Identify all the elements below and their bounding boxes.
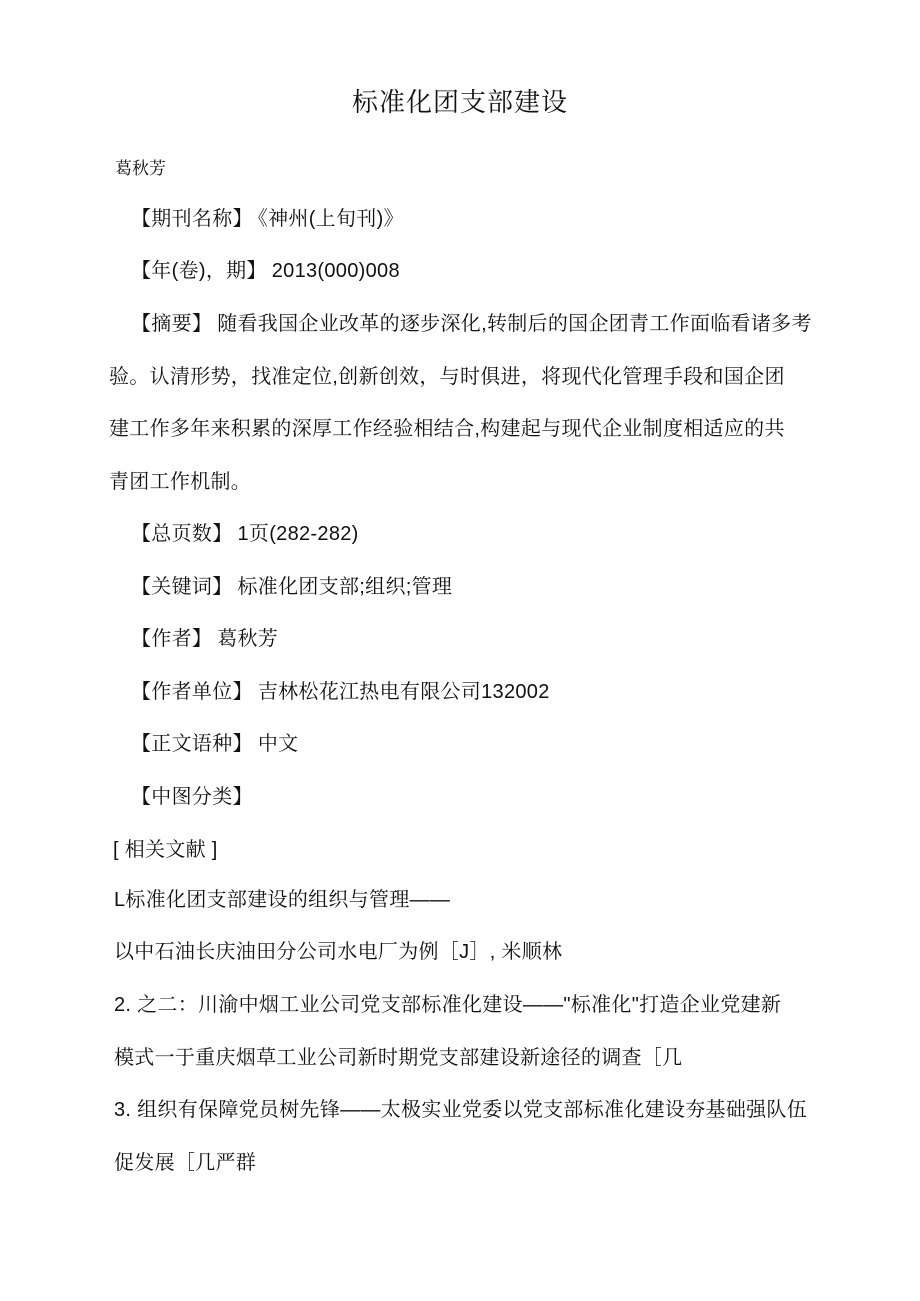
field-label: 【年(卷)，期】 <box>131 260 267 282</box>
related-item-1-line-2: 以中石油长庆油田分公司水电厂为例［J］, 米顺林 <box>114 941 563 963</box>
related-item-1-line-1: L标准化团支部建设的组织与管理—— <box>114 889 451 911</box>
field-value <box>253 786 258 808</box>
related-item-2-line-1: 2. 之二：川渝中烟工业公司党支部标准化建设——"标准化"打造企业党建新 <box>114 994 782 1016</box>
related-item-3-line-1: 3. 组织有保障党员树先锋——太极实业党委以党支部标准化建设夯基础强队伍 <box>114 1099 808 1121</box>
field-label: 【总页数】 <box>131 523 233 545</box>
field-label: 【作者】 <box>131 628 213 650</box>
abstract-line-3: 建工作多年来积累的深厚工作经验相结合,构建起与现代企业制度相适应的共 <box>109 418 785 440</box>
field-label: 【作者单位】 <box>131 681 253 703</box>
field-value: 吉林松花江热电有限公司132002 <box>257 681 550 703</box>
related-item-3-line-2: 促发展［几严群 <box>114 1152 257 1174</box>
field-journal-name <box>131 206 404 232</box>
field-abstract-line-1 <box>131 311 812 337</box>
field-label: 【正文语种】 <box>131 733 253 755</box>
field-value: 标准化团支部;组织;管理 <box>237 576 453 598</box>
field-author <box>131 626 278 652</box>
field-value: 中文 <box>257 733 299 755</box>
field-value: 2013(000)008 <box>271 260 400 282</box>
field-label: 【中图分类】 <box>131 786 253 808</box>
field-keywords <box>131 574 452 600</box>
related-literature-header: [ 相关文献 ] <box>113 839 218 861</box>
field-label: 【期刊名称】 <box>131 208 253 230</box>
field-label: 【关键词】 <box>131 576 233 598</box>
abstract-line-2: 验。认清形势，找准定位,创新创效，与时俱进，将现代化管理手段和国企团 <box>109 366 785 388</box>
abstract-line-4: 青团工作机制。 <box>109 471 252 493</box>
field-affiliation <box>131 679 550 705</box>
abstract-text: 随看我国企业改革的逐步深化,转制后的国企团青工作面临看诸多考 <box>217 313 812 335</box>
field-language <box>131 731 298 757</box>
page-title: 标准化团支部建设 <box>351 87 568 117</box>
field-clc <box>131 784 258 810</box>
field-year-volume-issue <box>131 258 400 284</box>
field-value: 1页(282-282) <box>237 523 359 545</box>
field-total-pages <box>131 521 359 547</box>
field-value: 葛秋芳 <box>217 628 279 650</box>
field-value: 《神州(上旬刊)》 <box>257 208 404 230</box>
field-label: 【摘要】 <box>131 313 213 335</box>
related-item-2-line-2: 模式一于重庆烟草工业公司新时期党支部建设新途径的调查［几 <box>114 1047 683 1069</box>
byline-author: 葛秋芳 <box>115 159 166 178</box>
